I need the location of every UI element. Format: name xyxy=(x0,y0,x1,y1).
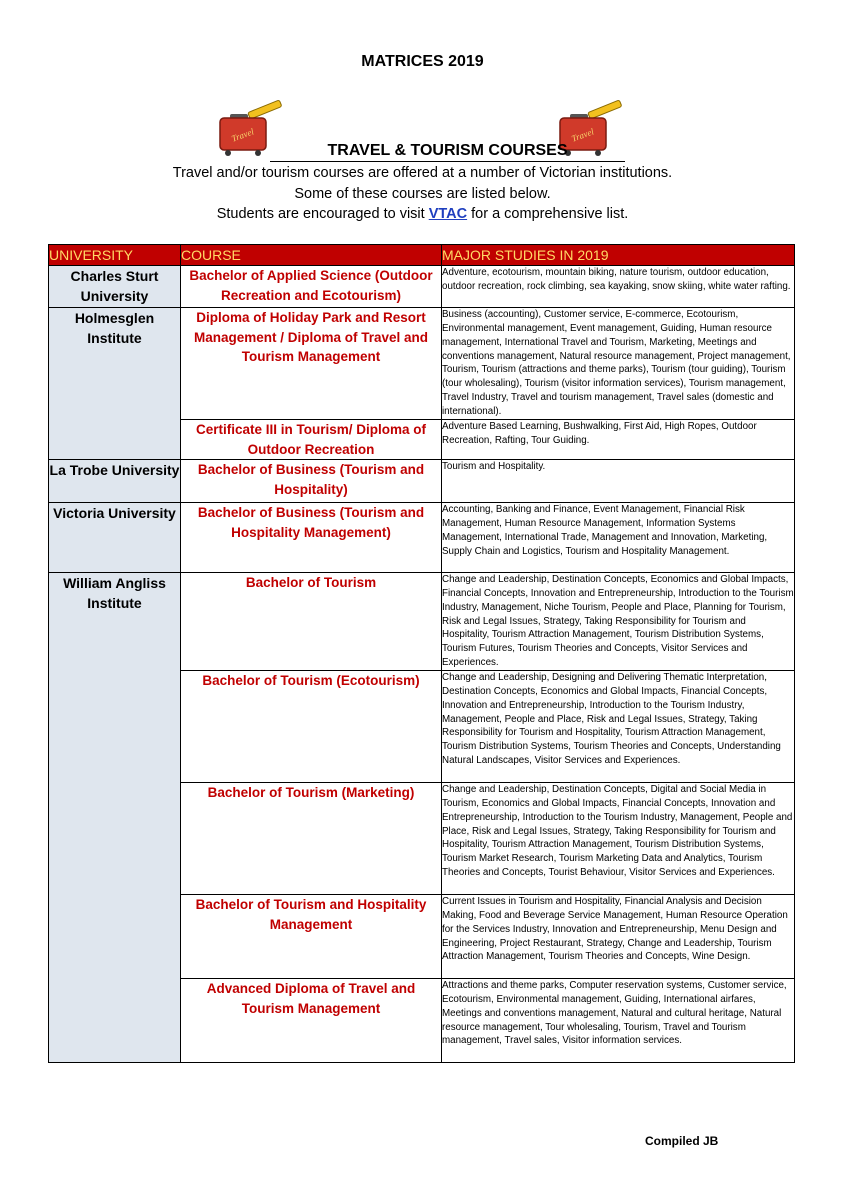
intro-text xyxy=(0,163,845,225)
university-cell xyxy=(49,783,181,895)
major-studies-cell: Change and Leadership, Destination Concepts, Economics and Global Impacts, Financial Concepts, Innovation and Entrepreneurship, Introduction to the Tourism Industry, Management, Niche Tourism, People and Place, Planning for Tourism, Risk and Legal Issues, Strategy, Taking Responsibility for Tourism and Hospitality, Tourism Attraction Management, Tourism Distribution Systems, Tourism Futures, Tourism Theories and Concepts, Visitor Services and Experiences. xyxy=(442,573,795,671)
course-cell: Bachelor of Applied Science (Outdoor Recreation and Ecotourism) xyxy=(181,266,442,308)
course-cell: Bachelor of Tourism (Ecotourism) xyxy=(181,671,442,783)
university-cell: Victoria University xyxy=(49,503,181,573)
course-cell: Bachelor of Tourism and Hospitality Management xyxy=(181,895,442,979)
course-cell: Bachelor of Business (Tourism and Hospitality) xyxy=(181,460,442,503)
course-cell: Bachelor of Tourism xyxy=(181,573,442,671)
table-row xyxy=(49,895,795,979)
section-title: TRAVEL & TOURISM COURSES xyxy=(270,141,625,162)
table-row xyxy=(49,573,795,671)
major-studies-cell: Tourism and Hospitality. xyxy=(442,460,795,503)
column-header-major-studies: MAJOR STUDIES IN 2019 xyxy=(442,245,795,266)
university-cell xyxy=(49,895,181,979)
intro-line: Travel and/or tourism courses are offered at a number of Victorian institutions. xyxy=(172,165,673,181)
table-row xyxy=(49,420,795,460)
major-studies-cell: Adventure Based Learning, Bushwalking, First Aid, High Ropes, Outdoor Recreation, Rafting, Tour Guiding. xyxy=(442,420,795,460)
page-title: MATRICES 2019 xyxy=(361,53,484,70)
university-cell: William Angliss Institute xyxy=(49,573,181,671)
course-cell: Certificate III in Tourism/ Diploma of Outdoor Recreation xyxy=(181,420,442,460)
major-studies-cell: Current Issues in Tourism and Hospitality, Financial Analysis and Decision Making, Food and Beverage Service Management, Human Resource Operation for the Services Industry, Innovation and Entrepreneurship, Menu Design and Engineering, Project Restaurant, Strategy, Change and Leadership, Tourism Attraction Management, Tourism Theories and Concepts, Wine Design. xyxy=(442,895,795,979)
course-cell: Bachelor of Tourism (Marketing) xyxy=(181,783,442,895)
major-studies-cell: Attractions and theme parks, Computer reservation systems, Customer service, Ecotourism, Environmental management, Guiding, International airfares, Meetings and conventions management, Natural and cultural heritage, Natural resource management, Tour wholesaling, Tourism, Travel and Tourism management, Travel sales, Visitor information services. xyxy=(442,979,795,1063)
intro-line: Some of these courses are listed below. xyxy=(294,185,551,202)
suitcase-label: Travel xyxy=(570,126,596,144)
major-studies-cell: Change and Leadership, Designing and Delivering Thematic Interpretation, Destination Concepts, Economics and Global Impacts, Financial Concepts, Innovation and Entrepreneurship, Introduction to the Tourism Industry, Management, People and Place, Risk and Legal Issues, Strategy, Taking Responsibility for Tourism and Hospitality, Tourism Attraction Management, Tourism Distribution Systems, Tourism Theories and Concepts, Understanding Natural Landscapes, Visitor Services and Experiences. xyxy=(442,671,795,783)
university-cell: Charles Sturt University xyxy=(49,266,181,308)
table-row xyxy=(49,671,795,783)
university-cell xyxy=(49,979,181,1063)
table-row xyxy=(49,266,795,308)
column-header-course: COURSE xyxy=(181,245,442,266)
university-cell: La Trobe University xyxy=(49,460,181,503)
intro-line-end: for a comprehensive list. xyxy=(467,206,629,222)
major-studies-cell: Accounting, Banking and Finance, Event Management, Financial Risk Management, Human Resource Management, Information Systems Management, International Trade, Management and Innovation, Marketing, Supply Chain and Logistics, Tourism and Hospitality Management. xyxy=(442,503,795,573)
table-row xyxy=(49,783,795,895)
table-row xyxy=(49,460,795,503)
university-cell: Holmesglen Institute xyxy=(49,308,181,420)
major-studies-cell: Business (accounting), Customer service, E-commerce, Ecotourism, Environmental management, Event management, Guiding, Human resource management, International Travel and Tourism, Marketing, Meetings and conventions management, Natural resource management, Project management, Tourism, Tourism (attractions and theme parks), Tourism (tour guiding), Tourism (tour wholesaling), Tourism (visitor information services), Tourism management, Travel Industry, Travel and tourism management, Travel sales (domestic and international). xyxy=(442,308,795,420)
course-cell: Bachelor of Business (Tourism and Hospitality Management) xyxy=(181,503,442,573)
column-header-university: UNIVERSITY xyxy=(49,245,181,266)
university-cell xyxy=(49,671,181,783)
table-row xyxy=(49,503,795,573)
suitcase-label: Travel xyxy=(230,126,256,144)
intro-line xyxy=(0,204,845,225)
table-row xyxy=(49,979,795,1063)
intro-line-start: Students are encouraged to visit xyxy=(216,206,429,222)
course-cell: Diploma of Holiday Park and Resort Management / Diploma of Travel and Tourism Management xyxy=(181,308,442,420)
compiled-by-note: Compiled JB xyxy=(645,1134,719,1148)
courses-table xyxy=(48,244,795,1063)
table-header-row xyxy=(49,245,795,266)
table-row xyxy=(49,308,795,420)
major-studies-cell: Adventure, ecotourism, mountain biking, nature tourism, outdoor education, outdoor recreation, rock climbing, sea kayaking, snow skiing, white water rafting. xyxy=(442,266,795,308)
university-cell xyxy=(49,420,181,460)
course-cell: Advanced Diploma of Travel and Tourism Management xyxy=(181,979,442,1063)
major-studies-cell: Change and Leadership, Destination Concepts, Digital and Social Media in Tourism, Economics and Global Impacts, Financial Concepts, Innovation and Entrepreneurship, Introduction to the Tourism Industry, Management, People and Place, Risk and Legal Issues, Strategy, Taking Responsibility for Tourism and Hospitality, Tourism Attraction Management, Tourism Distribution Systems, Tourism Market Research, Tourism Marketing Data and Analytics, Tourism Theories and Concepts, Tourist Behaviour, Visitor Services and Experiences. xyxy=(442,783,795,895)
vtac-link[interactable]: VTAC xyxy=(428,206,468,222)
